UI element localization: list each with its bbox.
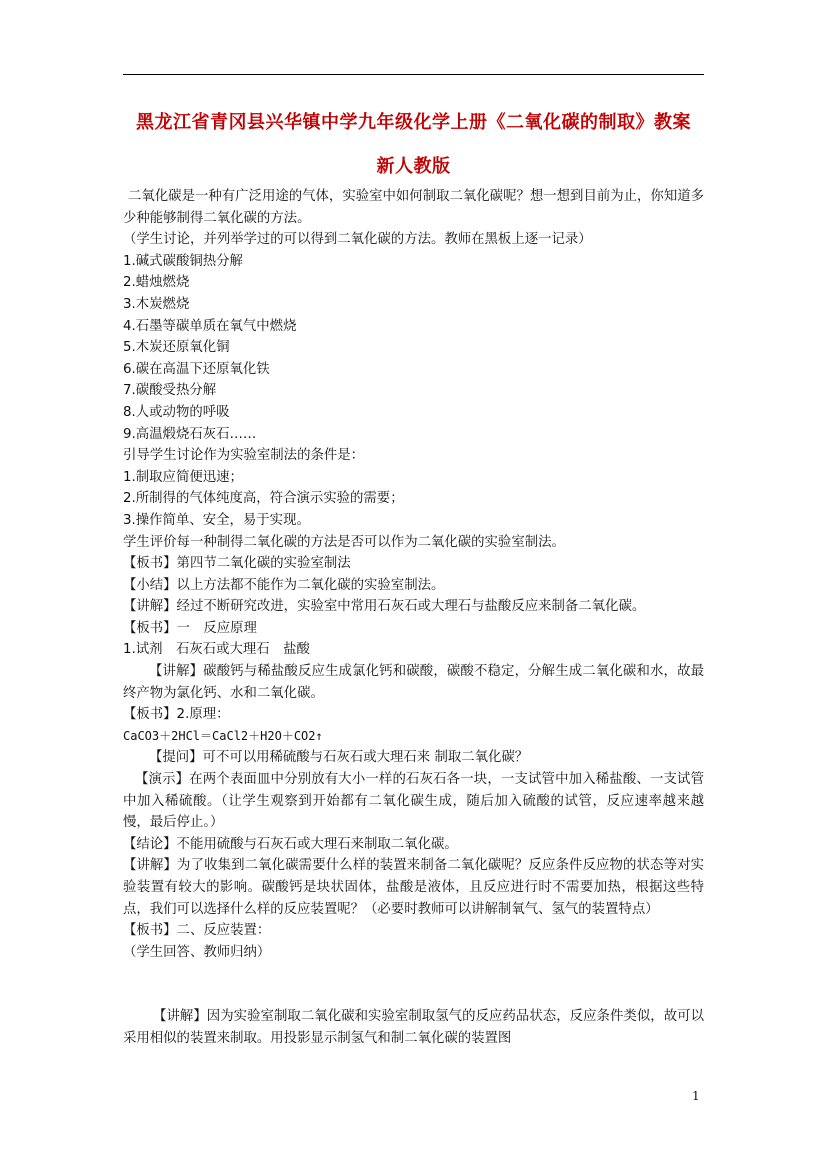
chemical-equation: CaCO3＋2HCl＝CaCl2＋H2O＋CO2↑ xyxy=(123,728,323,743)
condition-item: 1.制取应简便迅速； xyxy=(123,469,243,485)
lecture-note: 【讲解】因为实验室制取二氧化碳和实验室制取氢气的反应药品状态，反应条件类似，故可以采用相似的装置来制取。用投影显示制氢气和制二氧化碳的装置图 xyxy=(123,1009,704,1046)
document-title-line1: 黑龙江省青冈县兴华镇中学九年级化学上册《二氧化碳的制取》教案 xyxy=(136,112,691,133)
document-body xyxy=(123,186,704,1050)
method-item: 7.碳酸受热分解 xyxy=(123,383,217,399)
method-item: 1.碱式碳酸铜热分解 xyxy=(123,253,243,269)
document-title-line2: 新人教版 xyxy=(376,156,451,177)
method-item: 5.木炭还原氧化铜 xyxy=(123,340,230,356)
student-answer-note: （学生回答、教师归纳） xyxy=(123,944,271,960)
intro-paragraph: 二氧化碳是一种有广泛用途的气体，实验室中如何制取二氧化碳呢？想一想到目前为止，你知道多少种能够制得二氧化碳的方法。 xyxy=(123,189,704,226)
method-item: 4.石墨等碳单质在氧气中燃烧 xyxy=(123,318,297,334)
method-item: 6.碳在高温下还原氧化铁 xyxy=(123,361,270,377)
board-note: 【板书】一 反应原理 xyxy=(123,620,257,636)
paragraph-gap xyxy=(123,963,704,1006)
discussion-note: （学生讨论，并列举学过的可以得到二氧化碳的方法。教师在黑板上逐一记录） xyxy=(123,232,592,248)
demo-note: 【演示】在两个表面皿中分别放有大小一样的石灰石各一块，一支试管中加入稀盐酸、一支试管中加入稀硫酸。（让学生观察到开始都有二氧化碳生成，随后加入硫酸的试管，反应速率越来越慢，最后停止。） xyxy=(123,772,704,831)
board-note: 【板书】第四节二氧化碳的实验室制法 xyxy=(123,556,351,572)
header-rule xyxy=(123,74,704,75)
method-item: 3.木炭燃烧 xyxy=(123,296,190,312)
lecture-note: 【讲解】碳酸钙与稀盐酸反应生成氯化钙和碳酸，碳酸不稳定，分解生成二氧化碳和水，故最终产物为氯化钙、水和二氧化碳。 xyxy=(123,664,704,701)
board-note: 【板书】2.原理： xyxy=(123,707,230,723)
question-note: 【提问】可不可以用稀硫酸与石灰石或大理石来 制取二氧化碳？ xyxy=(149,750,529,766)
summary-note: 【小结】以上方法都不能作为二氧化碳的实验室制法。 xyxy=(123,577,445,593)
method-item: 8.人或动物的呼吸 xyxy=(123,404,230,420)
condition-item: 3.操作简单、安全，易于实现。 xyxy=(123,512,310,528)
lecture-note: 【讲解】为了收集到二氧化碳需要什么样的装置来制备二氧化碳呢？反应条件反应物的状态等对实验装置有较大的影响。碳酸钙是块状固体，盐酸是液体，且反应进行时不需要加热，根据这些特点，我们可以选择什么样的反应装置呢？（必要时教师可以讲解制氧气、氢气的装置特点） xyxy=(123,858,704,917)
page-number: 1 xyxy=(692,1089,700,1103)
lecture-note: 【讲解】经过不断研究改进，实验室中常用石灰石或大理石与盐酸反应来制备二氧化碳。 xyxy=(123,599,646,615)
guide-line: 引导学生讨论作为实验室制法的条件是： xyxy=(123,448,365,464)
board-note: 【板书】二、反应装置： xyxy=(123,923,271,939)
evaluate-line: 学生评价每一种制得二氧化碳的方法是否可以作为二氧化碳的实验室制法。 xyxy=(123,534,565,550)
condition-item: 2.所制得的气体纯度高，符合演示实验的需要； xyxy=(123,491,404,507)
conclusion-note: 【结论】不能用硫酸与石灰石或大理石来制取二氧化碳。 xyxy=(123,836,458,852)
method-item: 2.蜡烛燃烧 xyxy=(123,275,190,291)
reagents-line: 1.试剂 石灰石或大理石 盐酸 xyxy=(123,642,310,658)
method-item: 9.高温煅烧石灰石…… xyxy=(123,426,257,442)
